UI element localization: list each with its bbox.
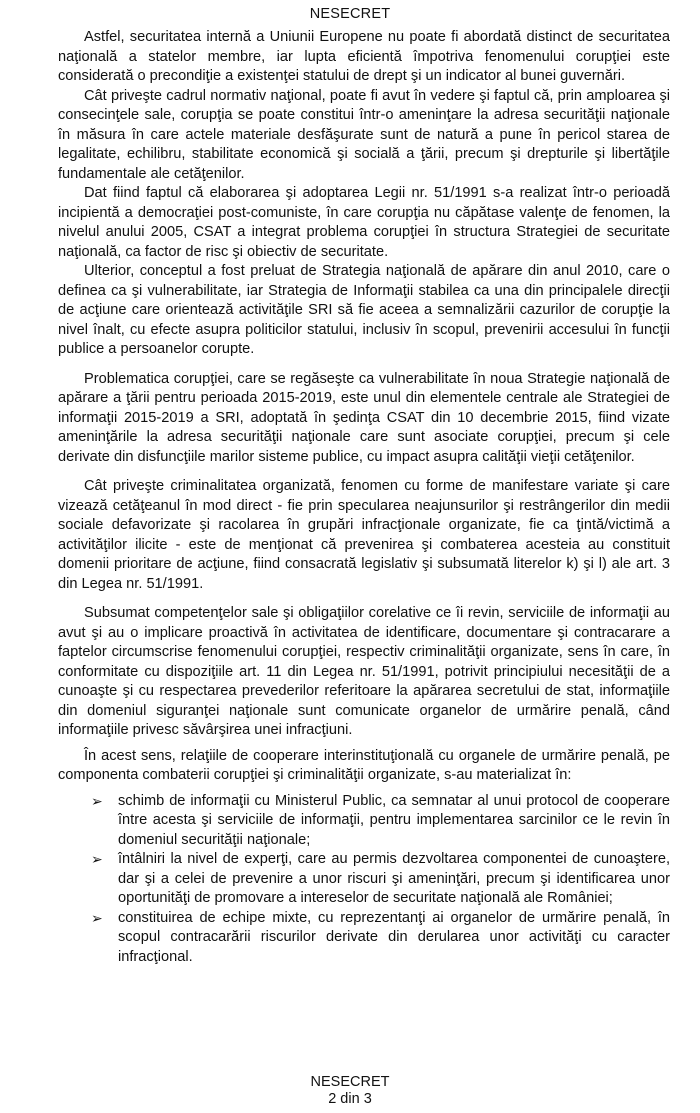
arrow-bullet-icon: ➢ (91, 909, 103, 926)
paragraph-2: Cât priveşte cadrul normativ naţional, poate fi avut în vedere şi faptul că, prin amploarea şi consecinţele sale, corupţia se poate constitui într-o ameninţare la adresa securităţii naţionale în măsura în care actele materiale desfăşurate sunt de natură a pune în pericol starea de legalitate, echilibru, stabilitate economică şi socială a ţării, precum şi drepturile şi libertăţile fundamentale ale cetăţenilor. (58, 87, 670, 182)
page-number: 2 din 3 (328, 1091, 372, 1107)
document-body (58, 28, 670, 967)
page-footer (0, 1074, 700, 1108)
paragraph-3: Dat fiind faptul că elaborarea şi adoptarea Legii nr. 51/1991 s-a realizat într-o perioadă incipientă a democraţiei post-comuniste, în care corupţia nu căpătase valenţe de fenomen, la nivelul anului 2005, CSAT a integrat problema corupţiei în structura Strategiei de securitate naţională, ca factor de risc şi obiectiv de securitate. (58, 185, 670, 260)
bullet-list (58, 792, 670, 968)
arrow-bullet-icon: ➢ (91, 851, 103, 867)
bullet-text: întâlniri la nivel de experţi, care au permis dezvoltarea componentei de cunoaştere, dar şi a celei de prevenire a unor riscuri şi ameninţări, precum şi identificarea unor oportunităţi de promovare a intereselor de securitate naţională ale României; (118, 851, 670, 906)
bullet-text: constituirea de echipe mixte, cu reprezentanţi ai organelor de urmărire penală, în scopul contracarării riscurilor derivate din derularea unor activităţi cu caracter infracţional. (118, 909, 670, 965)
arrow-bullet-icon: ➢ (91, 792, 103, 809)
paragraph-7: Subsumat competenţelor sale şi obligaţiilor corelative ce îi revin, serviciile de informaţii au avut şi au o implicare proactivă în activitatea de identificare, documentare şi contracarare a faptelor circumscrise fenomenului corupţiei, respectiv criminalităţii organizate, sens în care, în conformitate cu dispoziţiile art. 11 din Legea nr. 51/1991, potrivit principiului necesităţii de a cunoaşte şi cu respectarea prevederilor referitoare la apărarea secretului de stat, informaţiile din domeniul siguranţei naţionale sunt comunicate organelor de urmărire penală, când informaţiile privesc săvârşirea unei infracţiuni. (58, 605, 670, 738)
bullet-item-1 (58, 792, 670, 851)
paragraph-6: Cât priveşte criminalitatea organizată, fenomen cu forme de manifestare variate şi care vizează cetăţeanul în mod direct - fie prin specularea neajunsurilor şi restrângerilor din medii sociale defavorizate şi racolarea în grupări infracţionale organizate, fie ca ţintă/victimă a activităţilor ilicite - este de menţionat că prevenirea şi combaterea acesteia au constituit domenii prioritare de acţiune, fiind consacrată legislativ şi subsumată literelor k) şi l) ale art. 3 din Legea nr. 51/1991. (58, 478, 670, 592)
classification-header: NESECRET (309, 6, 391, 22)
paragraph-4: Ulterior, conceptul a fost preluat de Strategia naţională de apărare din anul 2010, care o definea ca şi vulnerabilitate, iar Strategia de Informaţii stabilea ca una din principalele direcţii de acţiune care orientează activităţile SRI să fie aceea a semnalizării cazurilor de corupţie la nivel înalt, cu efecte asupra politicilor statului, inclusiv în scopul, prevenirii accesului în funcţii publice a persoanelor corupte. (58, 263, 670, 357)
bullet-item-3 (58, 909, 670, 968)
paragraph-1: Astfel, securitatea internă a Uniunii Europene nu poate fi abordată distinct de securitatea naţională a statelor membre, iar lupta eficientă împotriva fenomenului corupţiei este considerată o precondiţie a existenţei statului de drept şi un indicator al bunei guvernări. (58, 29, 670, 84)
paragraph-5: Problematica corupţiei, care se regăseşte ca vulnerabilitate în noua Strategie naţională de apărare a ţării pentru perioada 2015-2019, este unul din elementele centrale ale Strategiei de informaţii 2015-2019 a SRI, adoptată în şedinţa CSAT din 10 decembrie 2015, fiind vizate ameninţările la adresa securităţii naţionale care sunt asociate corupţiei, precum şi cele derivate din disfuncţiile marilor sisteme publice, cu impact asupra calităţii vieţii cetăţenilor. (58, 370, 670, 465)
classification-footer: NESECRET (310, 1074, 390, 1090)
bullet-item-2 (58, 850, 670, 909)
bullet-text: schimb de informaţii cu Ministerul Public, ca semnatar al unui protocol de cooperare între acesta şi serviciile de informaţii, pentru implementarea sarcinilor ce le revin în domeniul securităţii naţionale; (118, 792, 670, 848)
paragraph-8: În acest sens, relaţiile de cooperare interinstituţională cu organele de urmărire penală, pe componenta combaterii corupţiei şi criminalităţii organizate, s-au materializat în: (58, 747, 670, 783)
